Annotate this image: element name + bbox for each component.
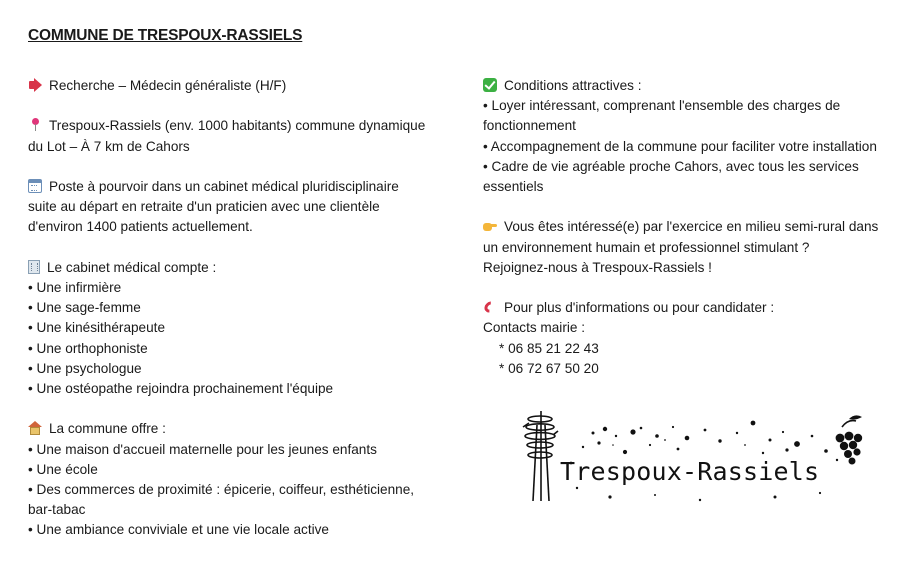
interest-block xyxy=(483,217,903,278)
list-item-continuation: bar-tabac xyxy=(28,502,86,518)
list-item: • Une psychologue xyxy=(28,359,448,379)
conditions-block xyxy=(483,76,903,197)
location-line: du Lot – À 7 km de Cahors xyxy=(28,138,190,154)
interest-line: Rejoignez-nous à Trespoux-Rassiels ! xyxy=(483,259,712,275)
poste-line: Poste à pourvoir dans un cabinet médical pluridisciplinaire xyxy=(49,178,399,194)
logo-text: Trespoux-Rassiels xyxy=(560,457,820,486)
commune-heading: La commune offre : xyxy=(49,421,166,437)
list-item: • Cadre de vie agréable proche Cahors, avec tous les services xyxy=(483,157,903,177)
list-item: • Loyer intéressant, comprenant l'ensemble des charges de xyxy=(483,96,903,116)
check-mark-icon xyxy=(483,78,497,92)
grapes-icon xyxy=(836,415,863,464)
list-item: • Une kinésithérapeute xyxy=(28,318,448,338)
house-icon xyxy=(28,421,42,435)
cabinet-heading: Le cabinet médical compte : xyxy=(47,259,217,275)
tower-icon xyxy=(523,411,558,501)
list-item-continuation: fonctionnement xyxy=(483,118,576,134)
phone-number: * 06 72 67 50 20 xyxy=(499,360,599,376)
list-item: • Une ambiance conviviale et une vie locale active xyxy=(28,520,448,540)
list-item: • Une école xyxy=(28,460,448,480)
page-title: COMMUNE DE TRESPOUX-RASSIELS xyxy=(28,27,303,44)
contact-block xyxy=(483,298,903,379)
commune-logo xyxy=(515,405,870,505)
office-building-icon xyxy=(28,260,40,274)
telephone-icon xyxy=(483,300,497,314)
recherche-block xyxy=(28,76,448,96)
list-item: • Une sage-femme xyxy=(28,298,448,318)
location-line: Trespoux-Rassiels (env. 1000 habitants) commune dynamique xyxy=(49,118,426,134)
pointing-hand-icon xyxy=(483,219,497,233)
commune-block xyxy=(28,419,448,540)
interest-line: un environnement humain et professionnel stimulant ? xyxy=(483,239,810,255)
recherche-text: Recherche – Médecin généraliste (H/F) xyxy=(49,78,287,93)
list-item-continuation: essentiels xyxy=(483,179,544,195)
list-item: • Une maison d'accueil maternelle pour les jeunes enfants xyxy=(28,440,448,460)
contacts-label: Contacts mairie : xyxy=(483,320,585,336)
megaphone-icon xyxy=(28,78,42,92)
pin-icon xyxy=(28,118,42,132)
phone-number: * 06 85 21 22 43 xyxy=(499,340,599,356)
list-item: • Une infirmière xyxy=(28,278,448,298)
cabinet-block xyxy=(28,258,448,399)
poste-line: d'environ 1400 patients actuellement. xyxy=(28,219,253,235)
list-item: • Une orthophoniste xyxy=(28,339,448,359)
poste-line: suite au départ en retraite d'un praticien avec une clientèle xyxy=(28,199,380,215)
conditions-heading: Conditions attractives : xyxy=(504,78,642,93)
list-item: • Une ostéopathe rejoindra prochainement l'équipe xyxy=(28,379,448,399)
interest-line: Vous êtes intéressé(e) par l'exercice en milieu semi-rural dans xyxy=(504,219,879,235)
contact-heading: Pour plus d'informations ou pour candidater : xyxy=(504,300,775,316)
list-item: • Des commerces de proximité : épicerie, coiffeur, esthéticienne, xyxy=(28,480,448,500)
calendar-icon xyxy=(28,179,42,193)
poste-block xyxy=(28,177,448,238)
left-column xyxy=(28,76,448,561)
logo-graphic xyxy=(515,405,870,505)
list-item: • Accompagnement de la commune pour faciliter votre installation xyxy=(483,137,903,157)
right-column xyxy=(483,76,903,399)
location-block xyxy=(28,116,448,156)
